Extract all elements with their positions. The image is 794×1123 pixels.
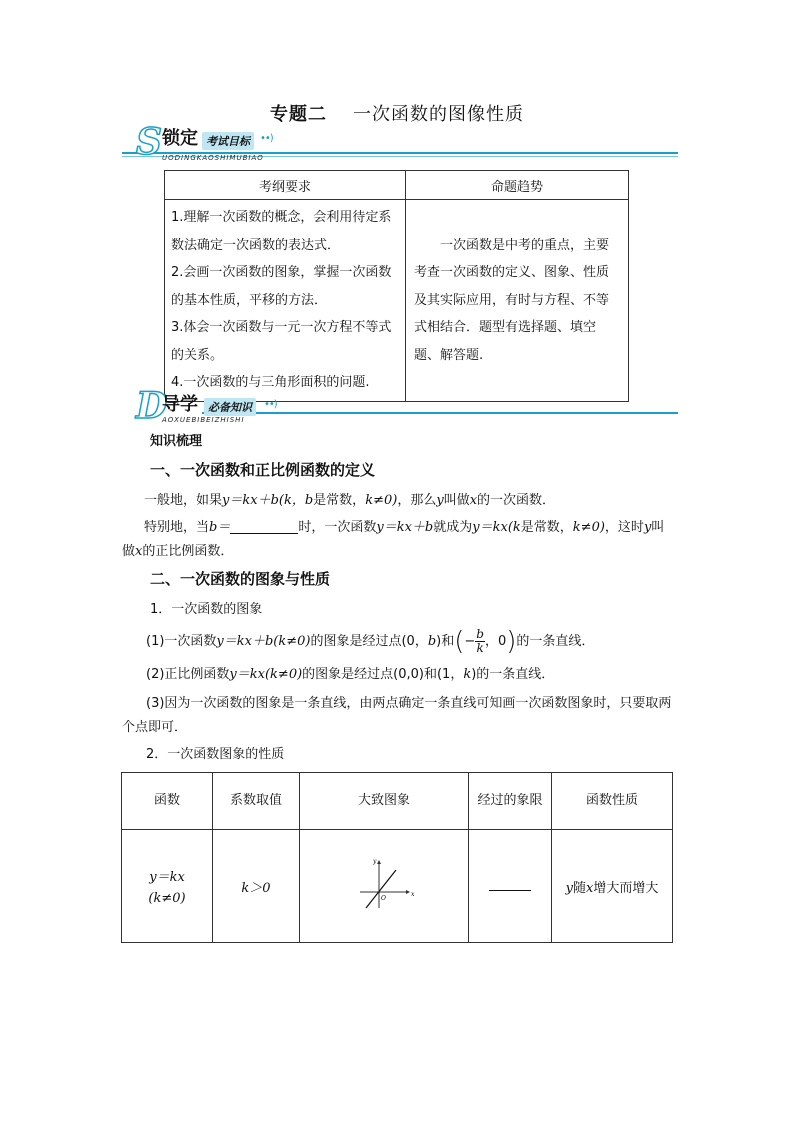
right-paren: )	[506, 626, 517, 657]
trend-text: 一次函数是中考的重点，主要考查一次函数的定义、图象、性质及其实际应用，有时与方程、不等式相结合．题型有选择题、填空题、解答题.	[414, 237, 610, 363]
formula: y＝kx＋b	[376, 520, 434, 535]
text: 的图象是经过点(0，	[310, 634, 428, 649]
text: (1)一次函数	[146, 634, 217, 649]
x-axis-label: x	[411, 891, 415, 898]
var: x	[469, 493, 478, 508]
var: y	[565, 880, 573, 896]
section-banner-knowledge	[122, 385, 678, 430]
paragraph: (3)因为一次函数的图象是一条直线，由两点确定一条直线可知画一次函数图象时，只要取两个点即可．	[122, 696, 672, 735]
exam-requirements-table	[164, 170, 629, 402]
text: 是常数，	[313, 493, 366, 508]
formula: k≠0)	[365, 493, 398, 508]
text: 做	[122, 544, 136, 559]
text: )和	[436, 634, 455, 649]
banner-letter: S	[136, 121, 162, 163]
text: 一般地，如果	[144, 493, 223, 508]
text: 增大而增大	[593, 880, 659, 896]
numerator: b	[476, 627, 484, 641]
formula: y＝kx(k	[472, 520, 521, 535]
table-header: 考纲要求	[165, 171, 406, 200]
paragraph	[146, 624, 594, 660]
page-title	[0, 100, 794, 126]
paragraph	[144, 518, 664, 538]
text: )的一条直线．	[471, 667, 555, 682]
text: 时，一次函数	[298, 520, 377, 535]
text: 的一条直线．	[516, 634, 595, 649]
formula: b＝	[209, 520, 231, 535]
text: 就成为	[433, 520, 473, 535]
property-cell	[552, 830, 673, 943]
subheading: 1．一次函数的图象	[150, 602, 263, 617]
table-header: 系数取值	[213, 773, 300, 830]
table-header: 命题趋势	[406, 171, 629, 200]
rough-graph	[354, 856, 414, 912]
var: k	[463, 667, 472, 682]
function-condition: (k≠0)	[148, 891, 186, 906]
requirements-cell	[165, 200, 406, 402]
title-main: 专题二	[270, 104, 327, 125]
function-formula: y＝kx	[149, 870, 185, 885]
subheading: 2．一次函数图象的性质	[146, 747, 285, 762]
table-row	[122, 830, 673, 943]
formula: y＝kx(k≠0)	[229, 667, 303, 682]
table-header: 经过的象限	[469, 773, 552, 830]
properties-table	[121, 772, 673, 943]
paragraph	[144, 491, 555, 511]
text: 特别地，当	[144, 520, 210, 535]
coefficient-value: k＞0	[241, 880, 271, 896]
banner-rule	[202, 412, 678, 414]
minus-sign: −	[464, 634, 476, 649]
text: ，0	[484, 634, 507, 649]
banner-dots: ••)	[260, 133, 273, 144]
trend-cell	[406, 200, 629, 402]
coefficient-cell	[213, 830, 300, 943]
text: (2)正比例函数	[146, 667, 230, 682]
text: 随	[572, 880, 586, 896]
section-heading: 二、一次函数的图象与性质	[150, 570, 331, 588]
table-header: 函数	[122, 773, 213, 830]
requirement-item: 2.会画一次函数的图象，掌握一次函数的基本性质，平移的方法．	[171, 265, 392, 308]
requirement-item: 1.理解一次函数的概念，会利用待定系数法确定一次函数的表达式．	[171, 210, 392, 253]
origin-label: O	[381, 895, 386, 902]
var: y	[643, 520, 652, 535]
formula: y＝kx＋b(k≠0)	[216, 634, 311, 649]
banner-heading: 导学	[162, 394, 198, 415]
banner-tag: 考试目标	[202, 132, 254, 150]
paragraph	[146, 665, 554, 685]
graph-line	[366, 870, 396, 908]
y-axis-arrow	[377, 860, 381, 864]
text: 的图象是经过点(0,0)和(1，	[302, 667, 464, 682]
title-sub: 一次函数的图像性质	[353, 104, 524, 125]
banner-pinyin: UODINGKAOSHIMUBIAO	[162, 154, 264, 162]
var: x	[586, 880, 594, 896]
table-header: 大致图象	[300, 773, 469, 830]
x-axis-arrow	[406, 890, 410, 894]
banner-heading: 锁定	[162, 128, 198, 149]
left-paren: (	[454, 626, 465, 657]
section-banner-goals	[122, 121, 678, 166]
formula: y＝kx＋b(k，b	[222, 493, 314, 508]
var: x	[135, 544, 143, 559]
text: 的正比例函数．	[142, 544, 234, 559]
knowledge-label: 知识梳理	[150, 434, 203, 449]
text: 是常数，	[520, 520, 573, 535]
fraction	[475, 628, 485, 655]
table-header: 函数性质	[552, 773, 673, 830]
text: ，这时	[604, 520, 644, 535]
section-heading: 一、一次函数和正比例函数的定义	[150, 461, 376, 479]
var: b	[427, 634, 437, 649]
banner-dots: ••)	[264, 399, 277, 410]
banner-tag: 必备知识	[204, 398, 256, 416]
fill-blank[interactable]	[230, 519, 298, 534]
var: y	[436, 493, 444, 508]
y-axis-label: y	[373, 858, 377, 865]
banner-pinyin: AOXUEBIBEIZHISHI	[162, 416, 245, 424]
text: 叫	[651, 520, 665, 535]
quadrant-cell	[469, 830, 552, 943]
requirement-item: 3.体会一次函数与一元一次方程不等式的关系。	[171, 320, 392, 363]
banner-letter: D	[136, 385, 168, 427]
denominator: k	[476, 641, 484, 655]
text: ，那么	[397, 493, 437, 508]
text: 的一次函数．	[477, 493, 556, 508]
graph-cell	[300, 830, 469, 943]
formula: k≠0)	[572, 520, 605, 535]
paragraph	[122, 542, 233, 562]
function-cell	[122, 830, 213, 943]
requirement-item: 4.一次函数的与三角形面积的问题.	[171, 375, 370, 390]
text: 叫做	[443, 493, 470, 508]
fill-blank[interactable]	[489, 878, 531, 891]
